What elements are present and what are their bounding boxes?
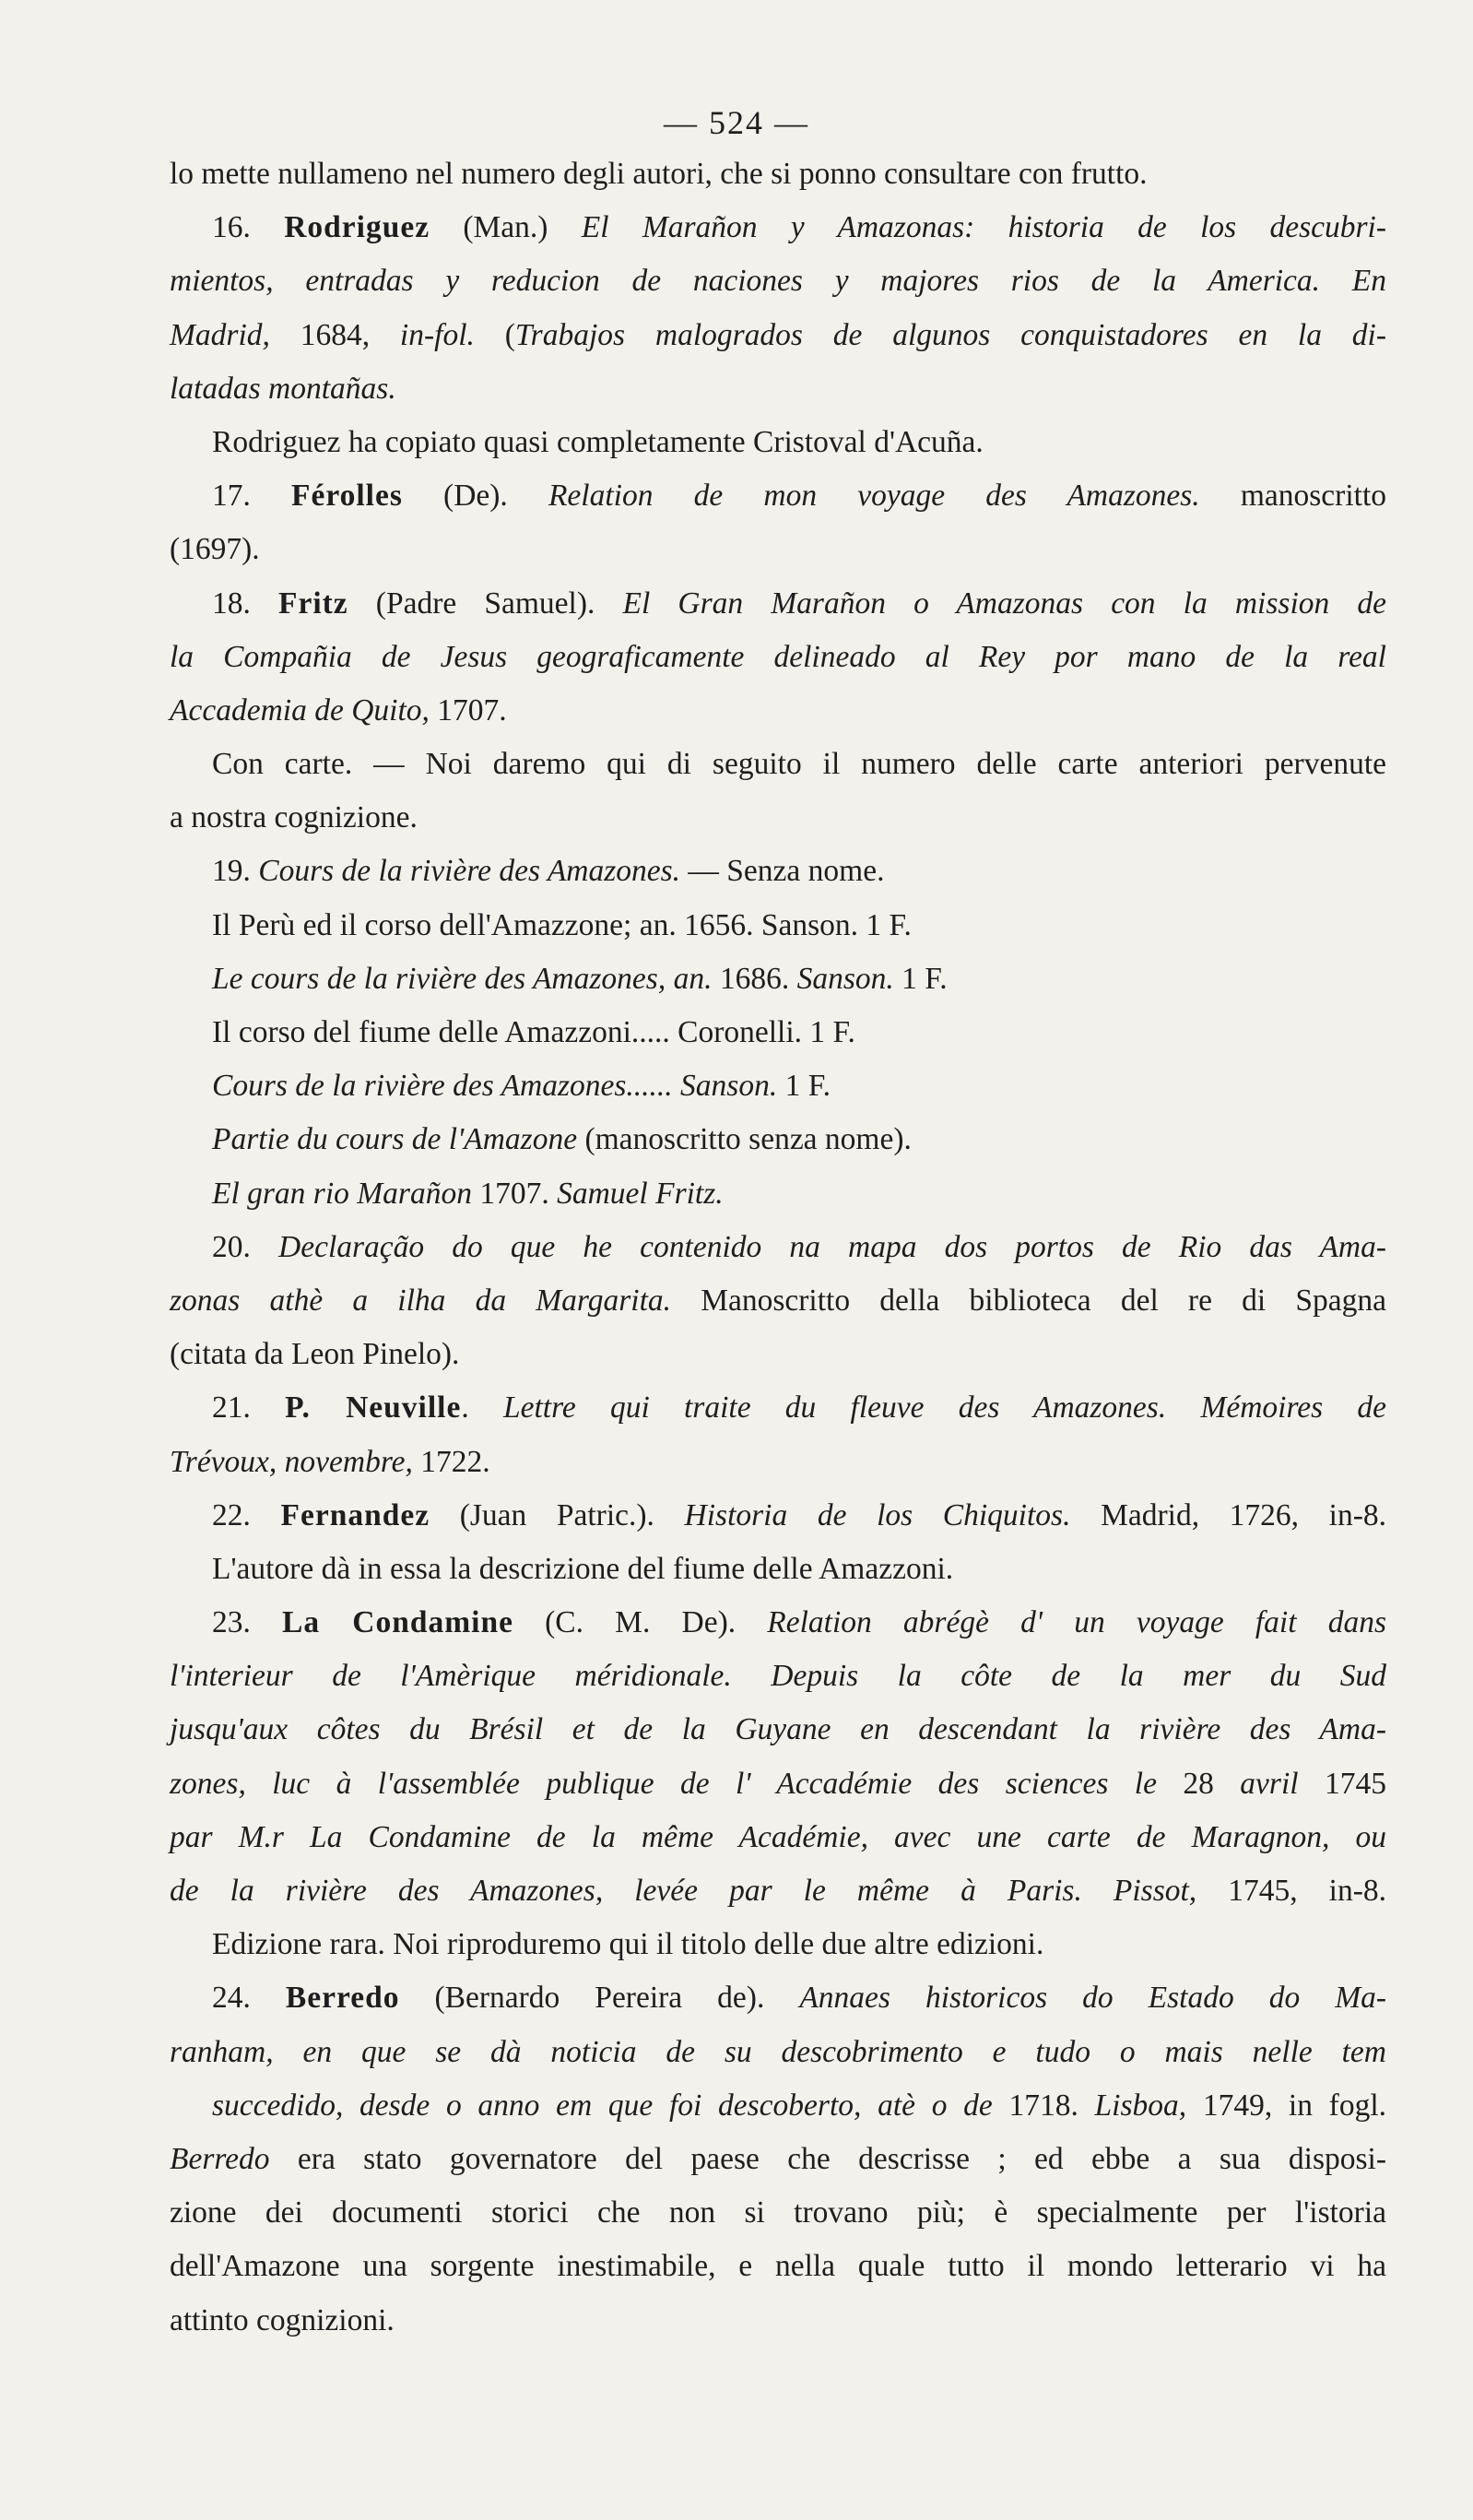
text-run: Manoscritto della biblioteca del re di Spagna [671,1283,1386,1318]
italic-title: l'interieur de l'Amèrique méridionale. Depuis la côte de la mer du Sud [170,1659,1386,1694]
italic-title: zones, luc à l'assemblée publique de l' Accadémie des sciences le [170,1766,1157,1801]
text-run: (Juan Patric.). [430,1497,685,1532]
text-line [170,201,1386,254]
text-line [170,2240,1386,2293]
italic-title: mientos, entradas y reducion de naciones y majores rios de la America. En [170,264,1386,299]
text-run: (De). [402,479,548,514]
text-run: 20. [212,1229,279,1264]
text-line [170,1971,1386,2025]
text-line [170,1167,1386,1221]
text-line [170,469,1386,523]
author-name: Rodriguez [284,210,430,245]
text-run: (1697). [170,532,260,567]
text-line [170,1543,1386,1596]
text-run: 23. [212,1605,283,1640]
italic-title: la Compañia de Jesus geograficamente delineado al Rey por mano de la real [170,639,1386,674]
italic-title: Trévoux, novembre, [170,1444,413,1479]
text-run: 1745, in-8. [1196,1874,1387,1908]
text-run: L'autore dà in essa la descrizione del fiume delle Amazzoni. [212,1551,954,1586]
text-run: 1684, [269,317,400,352]
text-run: 19. [212,854,259,889]
text-run: 1686. [712,961,797,996]
italic-title: par M.r La Condamine de la même Académie, avec une carte de Maragnon, ou [170,1819,1386,1854]
text-run: Con carte. — Noi daremo qui di seguito il numero delle carte anteriori pervenute [212,747,1386,782]
italic-title: Lisboa, [1094,2088,1187,2123]
italic-title: latadas montañas. [170,371,396,406]
text-run: zione dei documenti storici che non si trovano più; è specialmente per l'istoria [170,2195,1386,2230]
text-run: 28 [1156,1766,1241,1801]
italic-title: Samuel Fritz. [557,1176,724,1211]
text-run: 16. [212,210,285,245]
text-line [170,738,1386,791]
text-line [170,2133,1386,2186]
text-line [170,952,1386,1006]
text-run: 1707. [429,692,507,728]
text-run: ( [474,317,515,352]
italic-title: Cours de la rivière des Amazones. [258,854,681,889]
italic-title: in-fol. [399,317,475,352]
italic-title: ranham, en que se dà noticia de su descobrimento e tudo o mais nelle tem [170,2034,1386,2069]
italic-title: El Marañon y Amazonas: historia de los descubri- [581,210,1386,245]
author-name: Berredo [285,1981,400,2016]
text-line [170,1059,1386,1113]
italic-title: Cours de la rivière des Amazones...... Sanson. [212,1069,778,1104]
text-run: attinto cognizioni. [170,2302,395,2337]
italic-title: de la rivière des Amazones, levée par le même à Paris. Pissot, [170,1874,1197,1908]
italic-title: zonas athè a ilha da Margarita. [170,1283,672,1318]
text-line [170,309,1386,362]
text-line [170,254,1386,308]
text-run: (manoscritto senza nome). [577,1122,912,1157]
text-run: — Senza nome. [680,854,885,889]
text-run: 1745 [1298,1766,1386,1801]
text-line [170,416,1386,469]
text-line [170,1381,1386,1435]
italic-title: Lettre qui traite du fleuve des Amazones. Mémoires de [502,1390,1387,1426]
text-run: 17. [212,479,292,514]
text-line [170,1703,1386,1757]
text-run: (citata da Leon Pinelo). [170,1337,460,1372]
author-name: Fritz [278,586,348,621]
italic-title: Relation abrégè d' un voyage fait dans [767,1605,1387,1640]
italic-title: jusqu'aux côtes du Brésil et de la Guyane en descendant la rivière des Ama- [170,1712,1386,1747]
italic-title: Declaração do que he contenido na mapa dos portos de Rio das Ama- [278,1229,1387,1264]
text-line [170,1274,1386,1328]
text-line [170,1650,1386,1703]
text-line [170,1006,1386,1059]
italic-title: Partie du cours de l'Amazone [212,1122,578,1157]
italic-title: Relation de mon voyage des Amazones. [548,479,1200,514]
italic-title: Madrid, [170,317,270,352]
text-run: 1 F. [777,1069,831,1104]
text-run: 1707. [471,1176,558,1211]
text-run: . [461,1390,503,1426]
text-line [170,899,1386,952]
text-line [170,148,1386,201]
text-line [170,1864,1386,1918]
text-run: Il Perù ed il corso dell'Amazzone; an. 1656. Sanson. 1 F. [212,907,912,942]
text-run: dell'Amazone una sorgente inestimabile, e nella quale tutto il mondo letterario vi ha [170,2249,1386,2284]
italic-title: Berredo [170,2141,270,2176]
author-name: P. Neuville [285,1390,462,1426]
body-text [170,148,1386,2348]
text-run: Il corso del fiume delle Amazzoni..... Coronelli. 1 F. [212,1015,855,1049]
text-run: 18. [212,586,278,621]
text-line [170,791,1386,845]
text-line [170,362,1386,416]
text-run: (Bernardo Pereira de). [399,1981,800,2016]
text-line [170,1811,1386,1864]
text-line [170,1757,1386,1811]
page-number: — 524 — [664,104,809,141]
text-run: a nostra cognizione. [170,800,418,835]
text-run: (Man.) [430,210,582,245]
text-line [170,1596,1386,1650]
text-line [170,523,1386,576]
text-run: Madrid, 1726, in-8. [1070,1497,1387,1532]
text-line [170,1113,1386,1166]
italic-title: Accademia de Quito, [170,692,430,728]
author-name: Fernandez [280,1497,430,1532]
text-line [170,1489,1386,1543]
text-run: (Padre Samuel). [348,586,623,621]
text-run: Rodriguez ha copiato quasi completamente Cristoval d'Acuña. [212,424,984,459]
text-run: 24. [212,1981,286,2016]
italic-title: Historia de los Chiquitos. [684,1497,1071,1532]
italic-title: Trabajos malogrados de algunos conquistadores en la di- [514,317,1387,352]
italic-title: avril [1240,1766,1299,1801]
text-run: 1718. [992,2088,1095,2123]
text-line [170,1436,1386,1489]
text-line [170,1918,1386,1971]
text-run: manoscritto [1199,479,1387,514]
italic-title: Annaes historicos do Estado do Ma- [799,1981,1387,2016]
italic-title: succedido, desde o anno em que foi descoberto, atè o de [212,2088,993,2123]
text-run: lo mette nullameno nel numero degli autori, che si ponno consultare con frutto. [170,157,1148,191]
text-run: era stato governatore del paese che descrisse ; ed ebbe a sua disposi- [269,2141,1386,2176]
text-run: 22. [212,1497,281,1532]
text-line [170,1221,1386,1274]
italic-title: El gran rio Marañon [212,1176,472,1211]
text-run: 1722. [412,1444,490,1479]
text-line [170,1328,1386,1381]
text-line [170,631,1386,684]
text-line [170,577,1386,631]
italic-title: Le cours de la rivière des Amazones, an. [212,961,713,996]
text-line [170,845,1386,898]
text-line [170,2294,1386,2348]
text-line [170,2186,1386,2240]
text-line [170,2079,1386,2133]
text-run: 1749, in fogl. [1186,2088,1386,2123]
italic-title: El Gran Marañon o Amazonas con la mission de [622,586,1386,621]
text-run: Edizione rara. Noi riproduremo qui il titolo delle due altre edizioni. [212,1927,1044,1962]
text-run: 1 F. [893,961,948,996]
text-run: 21. [212,1390,286,1426]
text-run: (C. M. De). [513,1605,768,1640]
text-line [170,2026,1386,2079]
italic-title: Sanson. [796,961,894,996]
text-line [170,684,1386,738]
author-name: La Condamine [282,1605,513,1640]
author-name: Férolles [291,479,403,514]
